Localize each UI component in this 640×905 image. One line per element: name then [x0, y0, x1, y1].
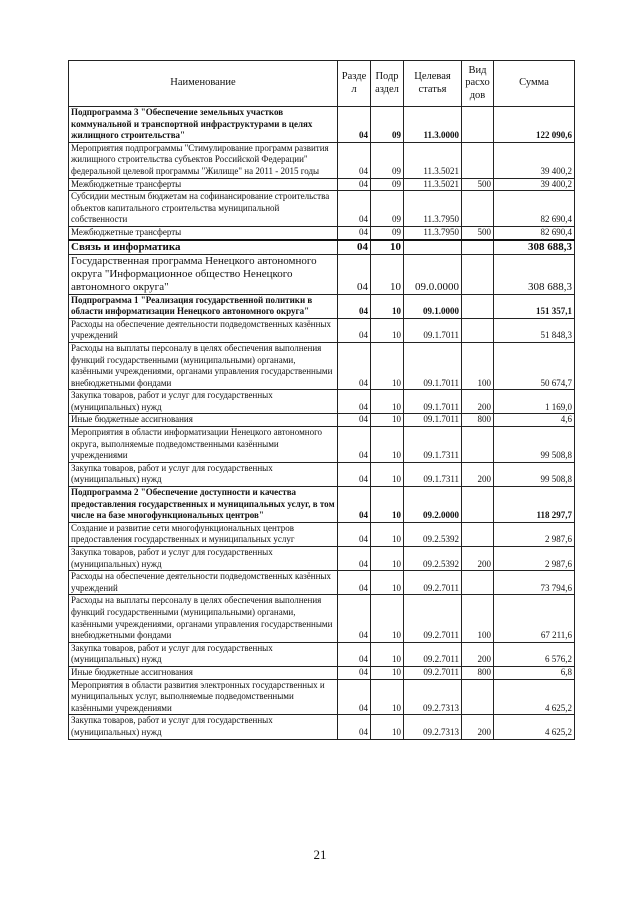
- table-row: [69, 318, 575, 342]
- row-sum: 39 400,2: [494, 142, 575, 178]
- row-vid: 200: [462, 642, 494, 666]
- row-podrazdel: 10: [371, 595, 404, 642]
- row-name: Подпрограмма 1 "Реализация государственной политики в области информатизации Ненецкого автономного округа": [69, 294, 338, 318]
- header-podrazdel: Подр аздел: [371, 61, 404, 107]
- row-sum: 122 090,6: [494, 107, 575, 143]
- row-sum: 2 987,6: [494, 522, 575, 546]
- row-podrazdel: 10: [371, 571, 404, 595]
- row-podrazdel: 10: [371, 254, 404, 294]
- row-razdel: 04: [338, 342, 371, 389]
- table-row: [69, 487, 575, 523]
- row-sum: 4,6: [494, 414, 575, 427]
- table-row: [69, 715, 575, 739]
- row-razdel: 04: [338, 522, 371, 546]
- row-razdel: 04: [338, 142, 371, 178]
- row-vid: [462, 679, 494, 715]
- row-podrazdel: 10: [371, 342, 404, 389]
- row-sum: 151 357,1: [494, 294, 575, 318]
- row-vid: [462, 427, 494, 463]
- row-target: 09.0.0000: [404, 254, 462, 294]
- row-podrazdel: 09: [371, 142, 404, 178]
- row-razdel: 04: [338, 679, 371, 715]
- row-podrazdel: 10: [371, 390, 404, 414]
- row-sum: 73 794,6: [494, 571, 575, 595]
- row-name: Закупка товаров, работ и услуг для государственных (муниципальных) нужд: [69, 390, 338, 414]
- row-sum: 99 508,8: [494, 427, 575, 463]
- row-razdel: 04: [338, 595, 371, 642]
- row-target: 11.3.5021: [404, 178, 462, 191]
- table-row: [69, 254, 575, 294]
- row-razdel: 04: [338, 427, 371, 463]
- row-razdel: 04: [338, 240, 371, 255]
- row-target: [404, 240, 462, 255]
- row-razdel: 04: [338, 390, 371, 414]
- row-razdel: 04: [338, 414, 371, 427]
- table-row: [69, 240, 575, 255]
- row-podrazdel: 10: [371, 462, 404, 486]
- table-row: [69, 547, 575, 571]
- row-podrazdel: 10: [371, 666, 404, 679]
- row-podrazdel: 10: [371, 679, 404, 715]
- header-target: Целевая статья: [404, 61, 462, 107]
- budget-table: [68, 60, 575, 740]
- row-name: Расходы на обеспечение деятельности подведомственных казённых учреждений: [69, 571, 338, 595]
- table-row: [69, 414, 575, 427]
- row-target: 09.2.7011: [404, 642, 462, 666]
- row-razdel: 04: [338, 642, 371, 666]
- table-row: [69, 522, 575, 546]
- row-vid: 500: [462, 226, 494, 239]
- row-name: Закупка товаров, работ и услуг для государственных (муниципальных) нужд: [69, 547, 338, 571]
- row-target: 09.2.7313: [404, 679, 462, 715]
- row-target: 11.3.7950: [404, 191, 462, 227]
- row-vid: 200: [462, 547, 494, 571]
- row-podrazdel: 09: [371, 178, 404, 191]
- header-sum: Сумма: [494, 61, 575, 107]
- row-podrazdel: 10: [371, 240, 404, 255]
- row-name: Закупка товаров, работ и услуг для государственных (муниципальных) нужд: [69, 462, 338, 486]
- row-razdel: 04: [338, 547, 371, 571]
- row-sum: 67 211,6: [494, 595, 575, 642]
- row-vid: 100: [462, 342, 494, 389]
- row-target: 09.1.7011: [404, 318, 462, 342]
- row-sum: 118 297,7: [494, 487, 575, 523]
- row-sum: 51 848,3: [494, 318, 575, 342]
- row-sum: 6 576,2: [494, 642, 575, 666]
- row-podrazdel: 10: [371, 414, 404, 427]
- row-vid: [462, 522, 494, 546]
- row-podrazdel: 10: [371, 487, 404, 523]
- row-vid: [462, 107, 494, 143]
- row-target: 09.1.7011: [404, 414, 462, 427]
- row-name: Закупка товаров, работ и услуг для государственных (муниципальных) нужд: [69, 642, 338, 666]
- row-target: 11.3.5021: [404, 142, 462, 178]
- header-name: Наименование: [69, 61, 338, 107]
- row-razdel: 04: [338, 571, 371, 595]
- row-sum: 99 508,8: [494, 462, 575, 486]
- row-vid: 100: [462, 595, 494, 642]
- table-row: [69, 342, 575, 389]
- row-vid: [462, 240, 494, 255]
- row-target: 09.2.5392: [404, 547, 462, 571]
- row-name: Мероприятия в области развития электронных государственных и муниципальных услуг, выполняемые подведомственными казёнными учреждениями: [69, 679, 338, 715]
- row-name: Расходы на обеспечение деятельности подведомственных казённых учреждений: [69, 318, 338, 342]
- row-target: 09.1.7311: [404, 462, 462, 486]
- row-name: Межбюджетные трансферты: [69, 178, 338, 191]
- table-row: [69, 390, 575, 414]
- row-name: Мероприятия в области информатизации Ненецкого автономного округа, выполняемые подведомственными казёнными учреждениями: [69, 427, 338, 463]
- row-razdel: 04: [338, 254, 371, 294]
- row-vid: [462, 254, 494, 294]
- table-body: [69, 107, 575, 740]
- row-razdel: 04: [338, 107, 371, 143]
- table-row: [69, 294, 575, 318]
- row-sum: 1 169,0: [494, 390, 575, 414]
- row-target: 09.2.7313: [404, 715, 462, 739]
- row-target: 09.1.7311: [404, 427, 462, 463]
- row-podrazdel: 09: [371, 107, 404, 143]
- table-row: [69, 642, 575, 666]
- row-vid: 200: [462, 715, 494, 739]
- row-name: Иные бюджетные ассигнования: [69, 414, 338, 427]
- row-name: Создание и развитие сети многофункциональных центров предоставления государственных и муниципальных услуг: [69, 522, 338, 546]
- row-podrazdel: 10: [371, 522, 404, 546]
- row-sum: 308 688,3: [494, 254, 575, 294]
- row-vid: [462, 191, 494, 227]
- row-sum: 4 625,2: [494, 679, 575, 715]
- row-vid: [462, 142, 494, 178]
- row-vid: 200: [462, 390, 494, 414]
- row-vid: [462, 318, 494, 342]
- table-row: [69, 178, 575, 191]
- row-name: Мероприятия подпрограммы "Стимулирование программ развития жилищного строительства субъектов Российской Федерации" федеральной целевой программы "Жилище" на 2011 - 2015 годы: [69, 142, 338, 178]
- row-razdel: 04: [338, 487, 371, 523]
- row-vid: 800: [462, 414, 494, 427]
- row-sum: 4 625,2: [494, 715, 575, 739]
- table-row: [69, 595, 575, 642]
- table-row: [69, 142, 575, 178]
- row-name: Подпрограмма 2 "Обеспечение доступности и качества предоставления государственных и муниципальных услуг, в том числе на базе многофункциональных центров": [69, 487, 338, 523]
- row-name: Подпрограмма 3 "Обеспечение земельных участков коммунальной и транспортной инфраструктурами в целях жилищного строительства": [69, 107, 338, 143]
- row-name: Расходы на выплаты персоналу в целях обеспечения выполнения функций государственными (муниципальными) органами, казёнными учреждениями, органами управления государственными внебюджетными фондами: [69, 342, 338, 389]
- row-razdel: 04: [338, 462, 371, 486]
- row-podrazdel: 10: [371, 318, 404, 342]
- row-razdel: 04: [338, 715, 371, 739]
- row-razdel: 04: [338, 294, 371, 318]
- row-podrazdel: 10: [371, 715, 404, 739]
- row-name: Межбюджетные трансферты: [69, 226, 338, 239]
- table-header-row: [69, 61, 575, 107]
- row-razdel: 04: [338, 666, 371, 679]
- row-sum: 39 400,2: [494, 178, 575, 191]
- row-vid: 200: [462, 462, 494, 486]
- row-podrazdel: 10: [371, 547, 404, 571]
- row-podrazdel: 10: [371, 294, 404, 318]
- row-sum: 82 690,4: [494, 191, 575, 227]
- table-row: [69, 191, 575, 227]
- header-vid: Вид расхо дов: [462, 61, 494, 107]
- row-razdel: 04: [338, 191, 371, 227]
- row-vid: 500: [462, 178, 494, 191]
- row-target: 09.2.5392: [404, 522, 462, 546]
- row-vid: [462, 294, 494, 318]
- row-target: 09.2.7011: [404, 666, 462, 679]
- row-target: 11.3.7950: [404, 226, 462, 239]
- row-vid: [462, 571, 494, 595]
- row-podrazdel: 10: [371, 642, 404, 666]
- row-name: Расходы на выплаты персоналу в целях обеспечения выполнения функций государственными (муниципальными) органами, казёнными учреждениями, органами управления государственными внебюджетными фондами: [69, 595, 338, 642]
- row-name: Закупка товаров, работ и услуг для государственных (муниципальных) нужд: [69, 715, 338, 739]
- row-podrazdel: 09: [371, 191, 404, 227]
- row-razdel: 04: [338, 318, 371, 342]
- row-razdel: 04: [338, 178, 371, 191]
- row-vid: 800: [462, 666, 494, 679]
- table-row: [69, 226, 575, 239]
- row-target: 09.2.0000: [404, 487, 462, 523]
- row-target: 09.1.7011: [404, 342, 462, 389]
- row-podrazdel: 09: [371, 226, 404, 239]
- row-name: Связь и информатика: [69, 240, 338, 255]
- table-row: [69, 107, 575, 143]
- table-row: [69, 571, 575, 595]
- header-razdel: Разде л: [338, 61, 371, 107]
- row-target: 11.3.0000: [404, 107, 462, 143]
- row-sum: 6,8: [494, 666, 575, 679]
- row-name: Иные бюджетные ассигнования: [69, 666, 338, 679]
- row-target: 09.1.0000: [404, 294, 462, 318]
- row-name: Субсидии местным бюджетам на софинансирование строительства объектов капитального строительства муниципальной собственности: [69, 191, 338, 227]
- row-sum: 2 987,6: [494, 547, 575, 571]
- page-number: 21: [313, 847, 327, 862]
- row-podrazdel: 10: [371, 427, 404, 463]
- table-row: [69, 666, 575, 679]
- table-row: [69, 679, 575, 715]
- row-target: 09.1.7011: [404, 390, 462, 414]
- row-sum: 308 688,3: [494, 240, 575, 255]
- row-razdel: 04: [338, 226, 371, 239]
- row-sum: 82 690,4: [494, 226, 575, 239]
- row-name: Государственная программа Ненецкого автономного округа "Информационное общество Ненецкого автономного округа": [69, 254, 338, 294]
- row-target: 09.2.7011: [404, 595, 462, 642]
- row-vid: [462, 487, 494, 523]
- row-target: 09.2.7011: [404, 571, 462, 595]
- row-sum: 50 674,7: [494, 342, 575, 389]
- table-row: [69, 462, 575, 486]
- table-row: [69, 427, 575, 463]
